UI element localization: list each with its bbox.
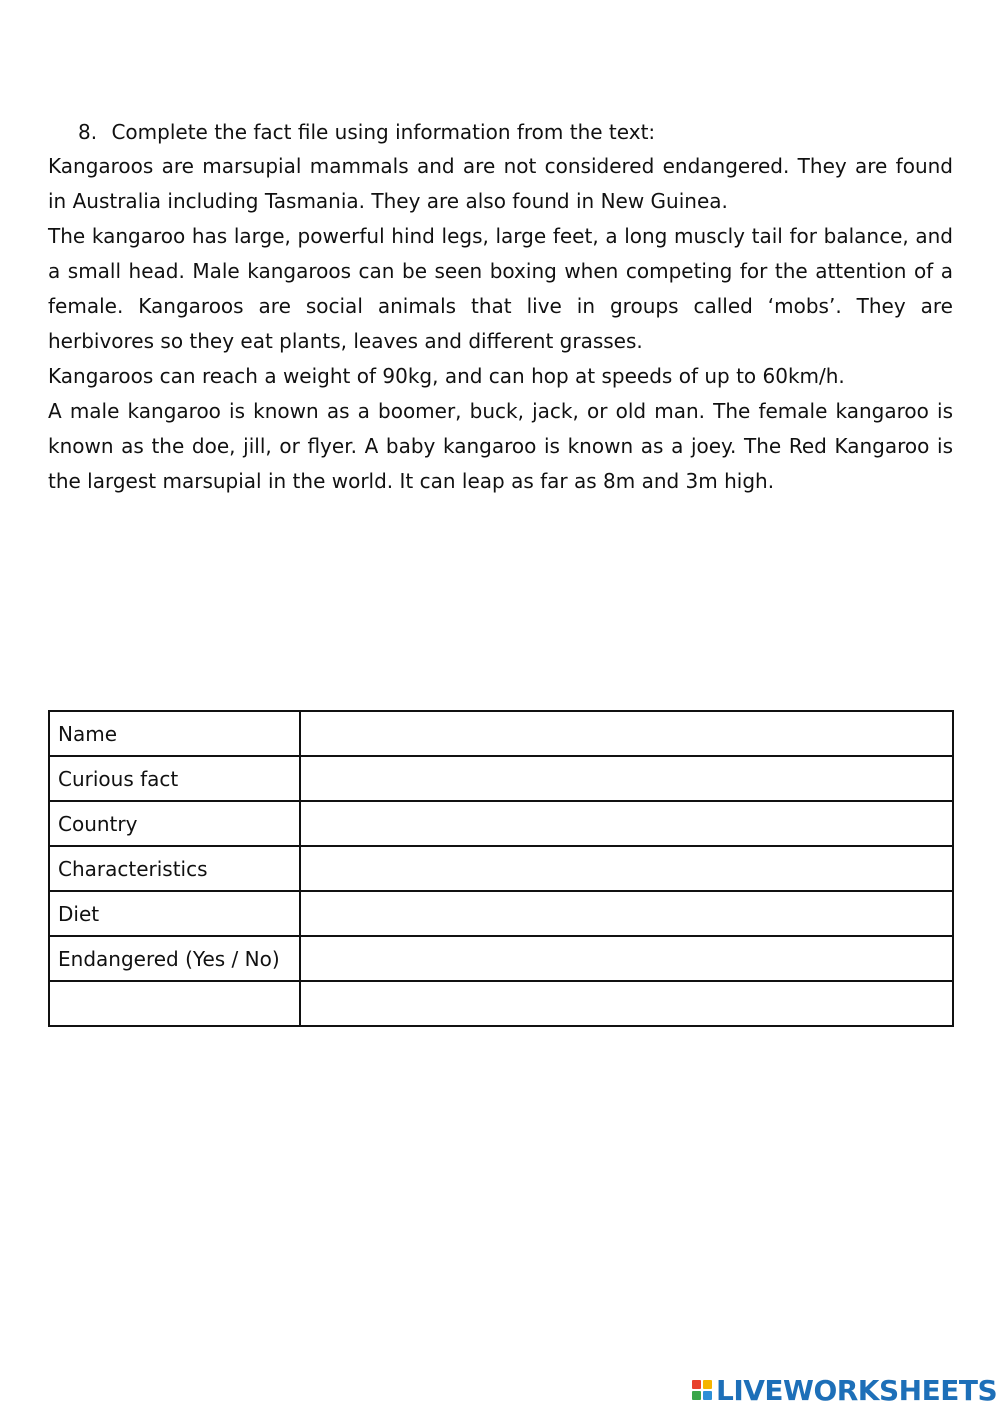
logo-text: LIVEWORKSHEETS <box>716 1373 998 1407</box>
row-label-endangered: Endangered (Yes / No) <box>49 936 300 981</box>
answer-cell-endangered[interactable] <box>300 936 953 981</box>
question-instruction <box>78 117 655 147</box>
passage-paragraph: A male kangaroo is known as a boomer, buck, jack, or old man. The female kangaroo is known as the doe, jill, or flyer. A baby kangaroo is known as a joey. The Red Kangaroo is the largest marsupial in the world. It can leap as far as 8m and 3m high. <box>48 399 953 493</box>
liveworksheets-blocks-icon <box>692 1380 712 1400</box>
row-label-country: Country <box>49 801 300 846</box>
table-row <box>49 936 953 981</box>
answer-cell-country[interactable] <box>300 801 953 846</box>
fact-file-table <box>48 710 954 1027</box>
answer-cell-curious-fact[interactable] <box>300 756 953 801</box>
table-row <box>49 846 953 891</box>
liveworksheets-logo[interactable] <box>692 1373 997 1407</box>
question-number: 8. <box>78 120 98 144</box>
row-label-characteristics: Characteristics <box>49 846 300 891</box>
row-label-diet: Diet <box>49 891 300 936</box>
passage-paragraph: Kangaroos are marsupial mammals and are not considered endangered. They are found in Australia including Tasmania. They are also found in New Guinea. <box>48 154 953 213</box>
answer-cell-name[interactable] <box>300 711 953 756</box>
reading-passage <box>48 149 953 499</box>
row-label-empty <box>49 981 300 1026</box>
passage-paragraph: The kangaroo has large, powerful hind legs, large feet, a long muscly tail for balance, and a small head. Male kangaroos can be seen boxing when competing for the attention of a female. Kangaroos are social animals that live in groups called ‘mobs’. They are herbivores so they eat plants, leaves and different grasses. <box>48 224 953 353</box>
answer-cell-empty[interactable] <box>300 981 953 1026</box>
answer-cell-diet[interactable] <box>300 891 953 936</box>
table-row <box>49 801 953 846</box>
row-label-name: Name <box>49 711 300 756</box>
table-row <box>49 756 953 801</box>
table-row <box>49 711 953 756</box>
answer-cell-characteristics[interactable] <box>300 846 953 891</box>
passage-paragraph: Kangaroos can reach a weight of 90kg, and can hop at speeds of up to 60km/h. <box>48 364 845 388</box>
table-row <box>49 981 953 1026</box>
table-row <box>49 891 953 936</box>
question-text: Complete the fact file using information from the text: <box>111 120 656 144</box>
row-label-curious-fact: Curious fact <box>49 756 300 801</box>
